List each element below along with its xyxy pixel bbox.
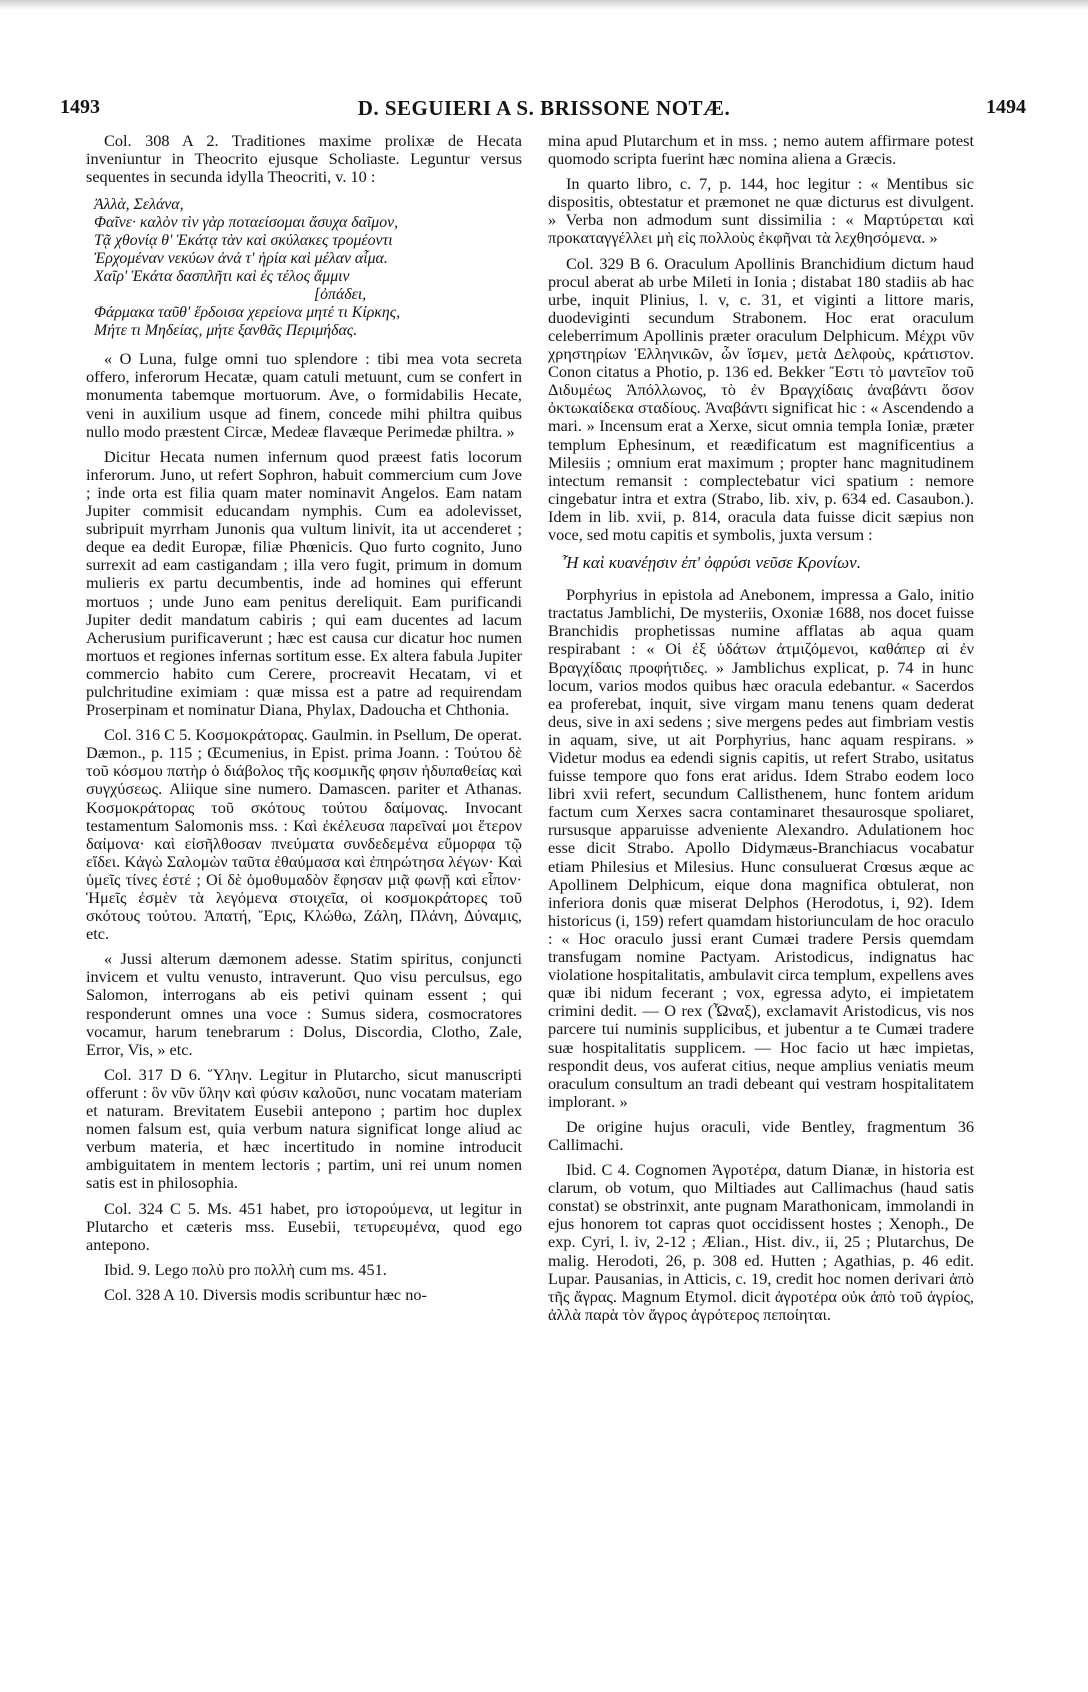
verse-line: Μήτε τι Μηδείας, μήτε ξανθᾶς Περιμήδας. <box>94 322 358 340</box>
greek-hexameter: Ἦ καὶ κυανέῃσιν ἐπ' ὀφρύσι νεῦσε Κρονίων. <box>562 553 861 573</box>
right-page-number: 1494 <box>986 96 1026 118</box>
verse-line: Ἀλλὰ, Σελάνα, <box>94 196 184 214</box>
paragraph: mina apud Plutarchum et in mss. ; nemo autem affirmare potest quomodo scripta fuerint hæc nomina aliena a Græcis. <box>548 131 974 169</box>
paragraph: « Jussi alterum dæmonem adesse. Statim spiritus, conjuncti invicem et vultu venusto, intraverunt. Quo visu perculsus, ego Salomon, interrogans ab eis petivi quinam essent ; qui responderunt omnes una voce : Sumus sidera, cosmocratores vocamur, harum tenebrarum : Dolus, Discordia, Clotho, Zale, Error, Vis, » etc. <box>86 949 522 1059</box>
paragraph: Dicitur Hecata numen infernum quod præest fatis locorum inferorum. Juno, ut refert Sophron, habuit commercium cum Jove ; inde orta est filia quam mater nominavit Angelos. Eam natam Jupiter commisit educandam nymphis. Cum ea adolevisset, subripuit myrrham Junonis qua vultum linivit, ita ut accenderet ; deque ea dedit Europæ, filiæ Phœnicis. Quo furto cognito, Juno surrexit ad eam castigandam ; illa vero fugit, primum in domum mulieris ex partu decumbentis, inde ad homines qui efferunt mortuos ; unde Juno eam penitus dereliquit. Eam purificandi Jupiter dedit mandatum cabiris ; qui eam ducentes ad lacum Acherusium purificaverunt ; hæc est causa cur dicatur hoc numen mortuos et regiones infernas sortitum esse. Ex altera fabula Jupiter commercio habito cum Cerere, procreavit Hecatam, vi et pulchritudine eximiam : quæ missa est a patre ad requirendam Proserpinam et nominatur Diana, Phylax, Dadoucha et Chthonia. <box>86 446 522 720</box>
paragraph: Ibid. 9. Lego πολὺ pro πολλὴ cum ms. 451. <box>104 1259 387 1279</box>
greek-verse <box>86 196 522 340</box>
verse-line: Τᾷ χθονίᾳ θ' Ἑκάτᾳ τὰν καὶ σκύλακες τρομέοντι <box>94 232 393 250</box>
verse-line: Χαῖρ' Ἑκάτα δασπλῆτι καὶ ἐς τέλος ἄμμιν <box>94 268 350 286</box>
paragraph: In quarto libro, c. 7, p. 144, hoc legitur : « Mentibus sic dispositis, obtestatur et præmonet ne quæ dicturus est divulgent. » Verba non admodum sunt dissimilia : « Μαρτύρεται καὶ προκαταγγέλλει μὴ εἰς πολλοὺς ἐκφῆναι τὰ λεχθησόμενα. » <box>548 174 974 248</box>
verse-line: [ὀπάδει, <box>314 286 367 304</box>
verse-line: Φάρμακα ταῦθ' ἕρδοισα χερείονα μητέ τι Κίρκης, <box>94 304 401 322</box>
left-column <box>86 132 522 1311</box>
scan-edge <box>0 0 1088 10</box>
paragraph: Col. 329 B 6. Oraculum Apollinis Branchidium dictum haud procul aberat ab urbe Mileti in Ionia ; distabat 180 stadiis ab hac urbe, inquit Plinius, l. v, c. 31, et viginti a littore maris, duodeviginti secundum Strabonem. Hoc erat oraculum celeberrimum Apollinis præter oraculum Delphicum. Μέχρι νῦν χρηστηρίων Ἑλληνικῶν, ὧν ἴσμεν, μετὰ Δελφοὺς, κράτιστον. Conon citatus a Photio, p. 136 ed. Bekker Ἔστι τὸ μαντεῖον τοῦ Διδυμέως Ἀπόλλωνος, τὸ ἐν Βραγχίδαις ἀναβάντι ὅσον ὀκτωκαίδεκα σταδίους. Ἀναβάντι significat hic : « Ascendendo a mari. » Incensum erat a Xerxe, sicut omnia templa Ioniæ, præter templum Ephesinum, et reædificatum est magnificentius a Milesiis ; omnium erat maximum ; propter hanc magnitudinem intectum remansit : complectebatur vici spatium : nemore cingebatur intra et extra (Strabo, lib. xiv, p. 634 ed. Casaubon.). Idem in lib. xvii, p. 814, oracula data fuisse dicit sæpius non voce, sed motu capitis et symbolis, juxta versum : <box>548 253 974 544</box>
paragraph: Col. 328 A 10. Diversis modis scribuntur hæc no- <box>104 1284 427 1304</box>
paragraph: Col. 316 C 5. Κοσμοκράτορας. Gaulmin. in Psellum, De operat. Dæmon., p. 115 ; Œcumenius, in Epist. prima Joann. : Τούτου δὲ τοῦ κόσμου πατὴρ ὁ διάβολος τῆς κοσμικῆς φησιν ἠδυπαθείας καὶ συγχύσεως. Aliique sine numero. Damascen. pariter et Athanas. Κοσμοκράτορας τοῦ σκότους τούτου δαίμονας. Invocant testamentum Salomonis mss. : Καὶ ἐκέλευσα παρεῖναί μοι ἕτερον δαίμονα· καὶ εἰσῆλθοσαν πνεύματα συνδεδεμένα εὔμορφα τῷ εἴδει. Κἀγὼ Σαλομὼν ταῦτα ἐθαύμασα καὶ ἐπηρώτησα λέγων· Καὶ ὑμεῖς τίνες ἐστέ ; Οἱ δὲ ὁμοθυμαδὸν ἔφησαν μιᾷ φωνῇ καὶ εἶπον· Ἡμεῖς ἐσμὲν τὰ λεγόμενα στοιχεῖα, οἱ κοσμοκράτορες τοῦ σκότους τούτου. Ἀπατή, Ἔρις, Κλώθω, Ζάλη, Πλάνη, Δύναμις, etc. <box>86 725 522 944</box>
paragraph: De origine hujus oraculi, vide Bentley, fragmentum 36 Callimachi. <box>548 1116 974 1154</box>
paragraph: Col. 324 C 5. Ms. 451 habet, pro ἱστορούμενα, ut legitur in Plutarcho et cæteris mss. Eusebii, τετυρευμένα, quod ego antepono. <box>86 1198 522 1254</box>
verse-line: Φαῖνε· καλὸν τὶν γὰρ ποταείσομαι ἄσυχα δαῖμον, <box>94 214 399 232</box>
paragraph: Ibid. C 4. Cognomen Ἀγροτέρα, datum Dianæ, in historia est clarum, ob votum, quo Miltiades aut Callimachus (haud satis constat) se obstrinxit, ante pugnam Marathonicam, immolandi in ejus honorem tot capras quot occidissent hostes ; Xenoph., De exp. Cyri, l. iv, 2-12 ; Ælian., Hist. div., ii, 25 ; Plutarchus, De malig. Herodoti, 26, p. 308 ed. Hutten ; Agathias, p. 46 edit. Lupar. Pausanias, in Atticis, c. 19, credit hoc nomen derivari ἀπὸ τῆς ἄγρας. Magnum Etymol. dicit ἀγροτέρα οὐκ ἀπὸ τοῦ ἀγρίος, ἀλλὰ παρὰ τὸν ἄγρος ἀγρότερος πεποίηται. <box>548 1160 974 1324</box>
verse-line: Ἐρχομέναν νεκύων ἀνά τ' ἠρία καὶ μέλαν αἷμα. <box>94 250 388 268</box>
paragraph: Col. 317 D 6. Ὕλην. Legitur in Plutarcho, sicut manuscripti offerunt : ὃν νῦν ὕλην καὶ φύσιν καλοῦσι, nunc vocatam materiam et naturam. Brevitatem Eusebii antepono ; partim hoc duplex nomen falsum est, quia verbum natura significat longe aliud ac verbum materia, et hæc incertitudo in nomine introducit ambiguitatem in mentem lectoris ; partim, uni rei unum nomen satis est in philosophia. <box>86 1064 522 1193</box>
paragraph: Porphyrius in epistola ad Anebonem, impressa a Galo, initio tractatus Jamblichi, De mysteriis, Oxoniæ 1688, nos docet fuisse Branchidis prophetissas numine afflatas ab aqua quam respirabant : « Οἱ ἐξ ὑδάτων ἀτμιζόμενοι, καθάπερ αἱ ἐν Βραγχίδαις προφήτιδες. » Jamblichus explicat, p. 74 in hunc locum, varios modos quibus hæc oracula edebantur. « Sacerdos ea proferebat, inquit, sive virgam manu tenens quam dederat deus, sive in axi sedens ; sive mergens pedes aut fimbriam vestis in aquam, sive, ut ait Porphyrius, hanc aquam respirans. » Videtur modus ea edendi signis capitis, ut refert Strabo, usitatus fuisse tempore quo fons erat aridus. Idem Strabo eodem loco libri xvii refert, secundum Callisthenem, hunc fontem aridum factum cum Xerxes sacra contaminaret thesaurosque spoliaret, rursusque apparuisse adveniente Alexandro. Adulationem hoc esse dicit Strabo. Apollo Didymæus-Branchiacus vocabatur etiam Philesius et Milesius. Hunc consuluerat Crœsus æque ac Apollinem Delphicum, eique dona magnifica obtulerat, non inferiora donis quæ miserat Delphos (Herodotus, i, 92). Idem historicus (i, 159) refert quamdam historiunculam de hoc oraculo : « Hoc oraculo jussi erant Cumæi tradere Persis quemdam transfugam nomine Pactyam. Aristodicus, indignatus hac violatione hospitalitatis, ambulavit circa templum, expellens aves quæ ibi nidum fecerant ; vox, egressa adyto, ei impietatem crimini dedit. — O rex (Ὦναξ), exclamavit Aristodicus, vis nos parcere tui numinis supplicibus, et jubentur a te Cumæi tradere suæ hospitalitatis supplicem. — Hoc facio ut hæc impietas, respondit deus, vos auferat citius, neque amplius veniatis meum oraculum consultum an tradi debeant qui vestram hospitalitatem implorant. » <box>548 585 974 1111</box>
running-title: D. SEGUIERI A S. BRISSONE NOTÆ. <box>357 96 731 120</box>
left-page-number: 1493 <box>60 96 100 118</box>
paragraph: « O Luna, fulge omni tuo splendore : tibi mea vota secreta offero, inferorum Hecatæ, quam catuli metuunt, cum se confert in monumenta tabemque mortuorum. Ave, o formidabilis Hecate, veni in auxilium usque ad finem, concede mihi philtra quibus nullo modo præstent Circæ, Medeæ flavæque Perimedæ philtra. » <box>86 349 522 441</box>
right-column <box>548 132 974 1331</box>
running-header <box>0 96 1088 126</box>
paragraph: Col. 308 A 2. Traditiones maxime prolixæ de Hecata inveniuntur in Theocrito ejusque Scholiaste. Leguntur versus sequentes in secunda idylla Theocriti, v. 10 : <box>86 131 522 187</box>
